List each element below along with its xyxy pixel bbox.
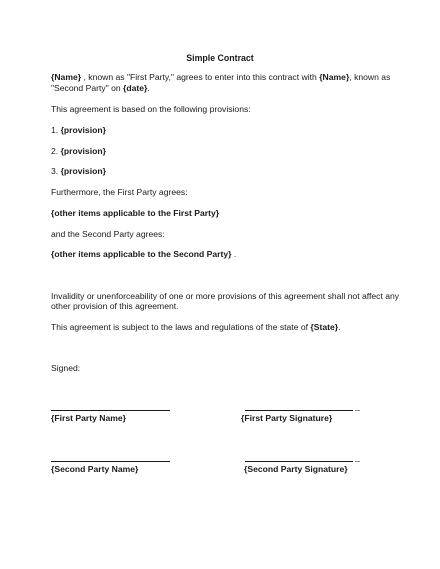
provisions-intro: This agreement is based on the following provisions: — [51, 104, 251, 114]
intro-text-1: , known as "First Party," agrees to enter into this contract with — [81, 72, 320, 82]
invalidity-line-1: Invalidity or unenforceability of one or more provisions of this agreement shall not affect any — [51, 291, 400, 301]
first-party-agrees-text: Furthermore, the First Party agrees: — [51, 187, 188, 197]
second-party-items-end: . — [231, 249, 237, 259]
second-party-items-placeholder: {other items applicable to the Second Party} — [51, 249, 232, 259]
provision-number: 2. — [51, 146, 61, 156]
state-placeholder: {State} — [310, 322, 339, 332]
provision-text: {provision} — [60, 125, 106, 135]
first-party-name-placeholder: {First Party Name} — [51, 413, 126, 423]
second-party-agrees-text: and the Second Party agrees: — [51, 229, 165, 239]
first-party-name-line — [51, 410, 170, 411]
first-party-signature-line — [245, 410, 353, 411]
provision-item — [51, 146, 106, 157]
date-placeholder: {date} — [123, 83, 148, 93]
intro-line-2 — [51, 83, 150, 94]
governing-law-line — [51, 322, 340, 333]
intro-text-2: , known as — [349, 72, 391, 82]
governing-law-text: This agreement is subject to the laws and regulations of the state of — [51, 322, 311, 332]
first-party-name-placeholder: {Name} — [51, 72, 82, 82]
provision-item — [51, 166, 106, 177]
second-party-items-line — [51, 249, 236, 260]
signed-label: Signed: — [51, 363, 81, 373]
second-party-name-line — [51, 461, 170, 462]
intro-text-4: . — [147, 83, 150, 93]
provision-text: {provision} — [60, 166, 106, 176]
first-party-items-placeholder: {other items applicable to the First Party} — [51, 208, 220, 218]
trailing-underscore: _ — [355, 452, 360, 462]
second-party-name-placeholder: {Second Party Name} — [51, 464, 139, 474]
governing-law-end: . — [338, 322, 341, 332]
provision-number: 1. — [51, 125, 61, 135]
invalidity-line-2: other provision of this agreement. — [51, 301, 179, 311]
intro-line-1 — [51, 72, 390, 83]
intro-text-3: "Second Party" on — [51, 83, 124, 93]
second-party-name-placeholder: {Name} — [319, 72, 350, 82]
provision-number: 3. — [51, 166, 61, 176]
trailing-underscore: _ — [355, 401, 360, 411]
second-party-signature-placeholder: {Second Party Signature} — [244, 464, 348, 474]
first-party-signature-placeholder: {First Party Signature} — [241, 413, 333, 423]
provision-item — [51, 125, 106, 136]
document-title: Simple Contract — [186, 53, 254, 63]
second-party-signature-line — [245, 461, 353, 462]
provision-text: {provision} — [60, 146, 106, 156]
